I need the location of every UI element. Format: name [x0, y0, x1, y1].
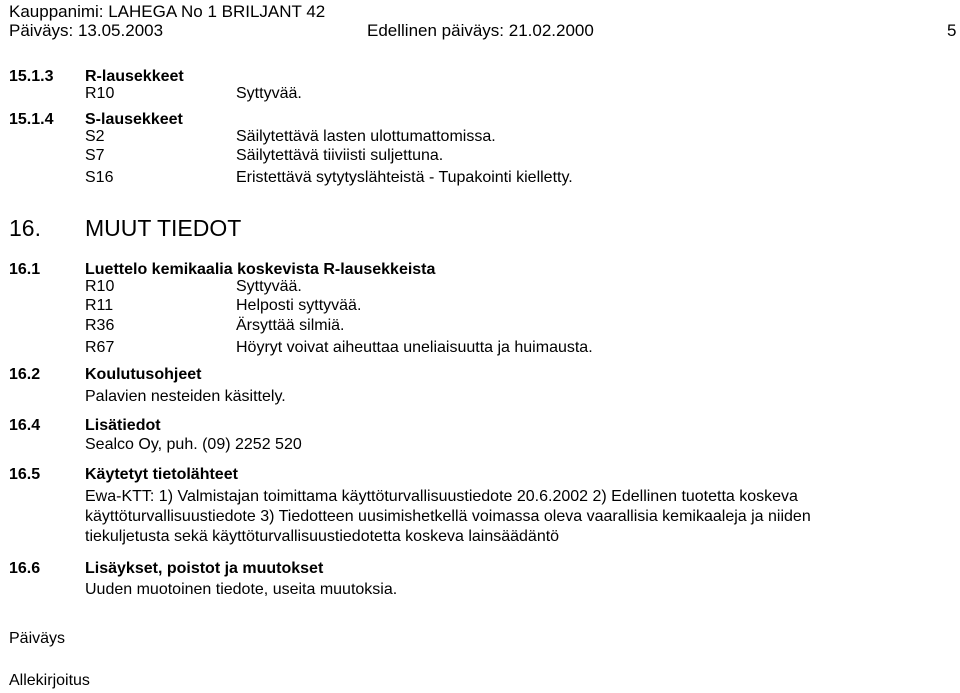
section-body-changes: Uuden muotoinen tiedote, useita muutoksia.	[85, 581, 398, 598]
section-number-16-5: 16.5	[9, 466, 41, 483]
phrase-text: Eristettävä sytytyslähteistä - Tupakointi kielletty.	[236, 169, 573, 186]
chapter-title: MUUT TIEDOT	[85, 215, 242, 241]
phrase-code: R67	[85, 339, 115, 356]
company-name: Kauppanimi: LAHEGA No 1 BRILJANT 42	[9, 2, 326, 21]
phrase-code: S7	[85, 147, 105, 164]
section-number-15-1-3: 15.1.3	[9, 68, 54, 85]
document-date: Päiväys: 13.05.2003	[9, 21, 164, 40]
section-body-additional-info: Sealco Oy, puh. (09) 2252 520	[85, 436, 302, 453]
phrase-text: Syttyvää.	[236, 85, 302, 102]
date-label: Päiväys	[9, 630, 66, 647]
previous-date: Edellinen päiväys: 21.02.2000	[367, 21, 594, 40]
section-title-additional-info: Lisätiedot	[85, 417, 161, 434]
section-number-16-1: 16.1	[9, 261, 41, 278]
sources-line: Ewa-KTT: 1) Valmistajan toimittama käyttöturvallisuustiedote 20.6.2002 2) Edellinen tuotetta koskeva	[85, 488, 798, 505]
phrase-code: R10	[85, 278, 115, 295]
phrase-code: R36	[85, 317, 115, 334]
sources-line: käyttöturvallisuustiedote 3) Tiedotteen uusimishetkellä voimassa oleva vaarallisia kemikaaleja ja niiden	[85, 508, 811, 525]
phrase-code: R10	[85, 85, 115, 102]
section-number-16-2: 16.2	[9, 366, 41, 383]
phrase-text: Syttyvää.	[236, 278, 302, 295]
phrase-text: Helposti syttyvää.	[236, 297, 362, 314]
section-number-16-4: 16.4	[9, 417, 41, 434]
section-title-r-phrase-list: Luettelo kemikaalia koskevista R-lausekkeista	[85, 261, 436, 278]
signature-label: Allekirjoitus	[9, 672, 90, 689]
phrase-text: Höyryt voivat aiheuttaa uneliaisuutta ja huimausta.	[236, 339, 593, 356]
section-title-sources: Käytetyt tietolähteet	[85, 466, 238, 483]
chapter-number: 16.	[9, 215, 41, 241]
page-number: 5	[947, 21, 957, 40]
phrase-code: S2	[85, 128, 105, 145]
phrase-text: Säilytettävä lasten ulottumattomissa.	[236, 128, 496, 145]
phrase-code: S16	[85, 169, 114, 186]
section-title-changes: Lisäykset, poistot ja muutokset	[85, 560, 324, 577]
section-title-training: Koulutusohjeet	[85, 366, 202, 383]
section-body-training: Palavien nesteiden käsittely.	[85, 388, 286, 405]
phrase-text: Säilytettävä tiiviisti suljettuna.	[236, 147, 444, 164]
section-title-r-phrases: R-lausekkeet	[85, 68, 184, 85]
section-title-s-phrases: S-lausekkeet	[85, 111, 183, 128]
phrase-text: Ärsyttää silmiä.	[236, 317, 345, 334]
section-number-15-1-4: 15.1.4	[9, 111, 54, 128]
phrase-code: R11	[85, 297, 114, 314]
sources-line: tiekuljetusta sekä käyttöturvallisuustiedotetta koskeva lainsäädäntö	[85, 528, 560, 545]
section-number-16-6: 16.6	[9, 560, 41, 577]
